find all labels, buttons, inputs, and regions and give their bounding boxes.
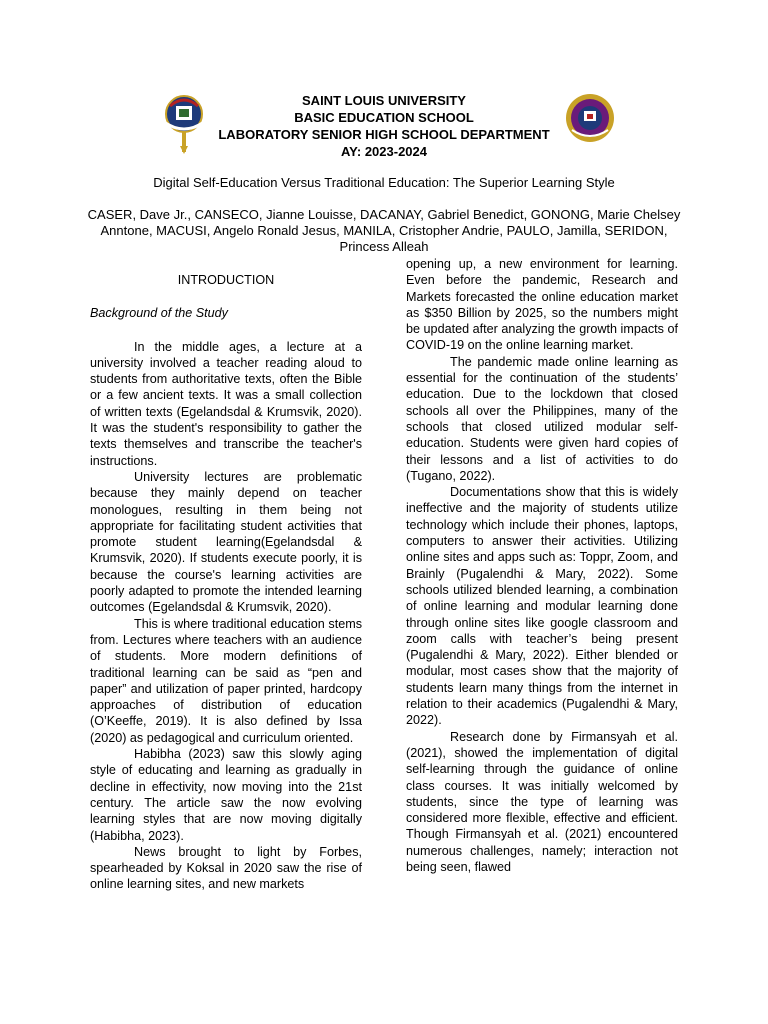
paragraph: University lectures are problematic because they mainly depend on teacher monologues, resulting in them being not appropriate for facilitating student activities that promote student learning(Egelandsdal & Krumsvik, 2020). If students execute poorly, it is because the course's learning activities are poorly adapted to promote the intended learning outcomes (Egelandsdal & Krumsvik, 2020). (90, 469, 362, 615)
right-column (406, 256, 678, 875)
paper-title: Digital Self-Education Versus Traditional Education: The Superior Learning Style (153, 175, 615, 190)
header-department: LABORATORY SENIOR HIGH SCHOOL DEPARTMENT (218, 127, 550, 142)
author-list: CASER, Dave Jr., CANSECO, Jianne Louisse, DACANAY, Gabriel Benedict, GONONG, Marie Chelsey Anntone, MACUSI, Angelo Ronald Jesus, MANILA, Cristopher Andrie, PAULO, Jamilla, SERIDON, Princess Alleah (87, 207, 681, 254)
subsection-heading: Background of the Study (90, 306, 228, 321)
paragraph: Research done by Firmansyah et al. (2021), showed the implementation of digital self-learning through the guidance of online class courses. It was initially welcomed by students, since the type of learning was considered more flexible, effective and efficient. Though Firmansyah et al. (2021) encountered numerous challenges, namely; interaction not being seen, flawed (406, 729, 678, 874)
paragraph: opening up, a new environment for learning. Even before the pandemic, Research and Markets forecasted the online education market as $350 Billion by 2025, so the numbers might be updated after analyzing the growth impacts of COVID-19 on the online learning market. (406, 257, 678, 353)
paragraph: Documentations show that this is widely ineffective and the majority of students utilize technology which include their phones, laptops, computers to answer their activities. Utilizing online sites and apps such as: Toppr, Zoom, and Brainly (Pugalendhi & Mary, 2022). Some schools utilized blended learning, a combination of online learning and modular learning done through online sites like google classroom and zoom calls with teacher’s being present (Pugalendhi & Mary, 2022). Either blended or modular, most cases show that the majority of students learn many things from the internet in relation to their academics (Pugalendhi & Mary, 2022). (406, 485, 678, 728)
paragraph: Habibha (2023) saw this slowly aging style of educating and learning as gradually in decline in effectivity, now moving into the 21st century. The article saw the now evolving learning styles that are now moving digitally (Habibha, 2023). (90, 747, 362, 843)
document-header (0, 92, 768, 160)
paragraph: In the middle ages, a lecture at a university involved a teacher reading aloud to students from authoritative texts, often the Bible or a few ancient texts. It was a small collection of written texts (Egelandsdal & Krumsvik, 2020). It was the student's responsibility to gather the texts themselves and transcribe the teacher's instructions. (90, 339, 362, 468)
paragraph: The pandemic made online learning as essential for the continuation of the students’ education. Due to the lockdown that closed schools all over the Philippines, many of the schools that closed utilized modular self-education. Students were given hard copies of their lessons and a list of activities to do (Tugano, 2022). (406, 354, 678, 483)
paragraph: News brought to light by Forbes, spearheaded by Koksal in 2020 saw the rise of online learning sites, and new markets (90, 844, 362, 892)
paragraph: This is where traditional education stems from. Lectures where teachers with an audience of students. More modern definitions of traditional learning can be said as “pen and paper” and utilization of paper printed, hardcopy approaches of distribution of education (O’Keeffe, 2019). It is also defined by Issa (2020) as pedagogical and curriculum oriented. (90, 616, 362, 745)
left-column (90, 272, 362, 893)
header-school: BASIC EDUCATION SCHOOL (294, 110, 474, 125)
section-heading: INTRODUCTION (177, 273, 275, 287)
header-university: SAINT LOUIS UNIVERSITY (302, 93, 466, 108)
header-academic-year: AY: 2023-2024 (340, 144, 427, 159)
